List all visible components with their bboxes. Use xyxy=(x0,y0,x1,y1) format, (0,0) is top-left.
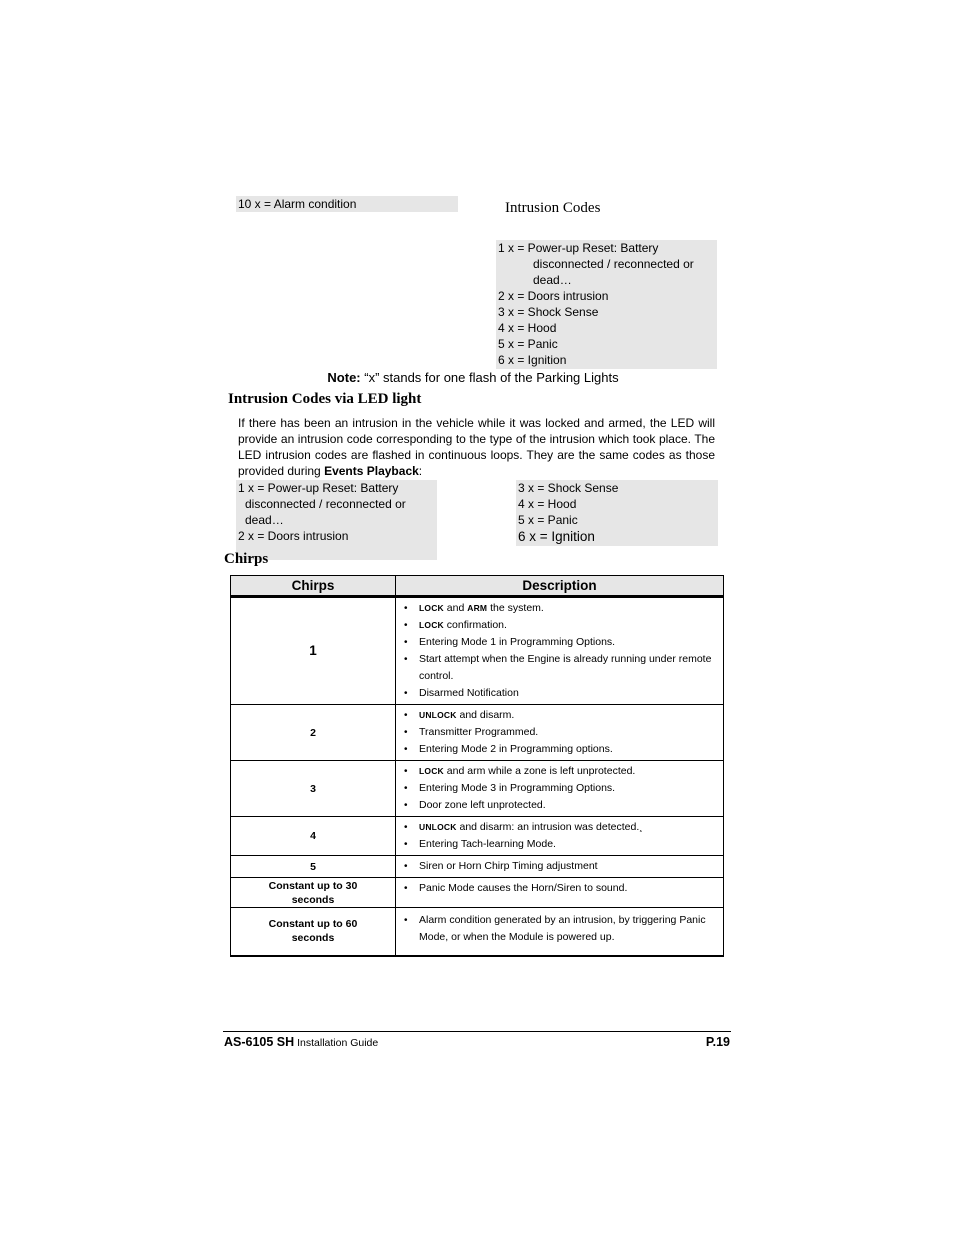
description-text: Start attempt when the Engine is already running under remote control. xyxy=(419,653,712,682)
list-item xyxy=(396,741,723,758)
description-text: Entering Mode 1 in Programming Options. xyxy=(419,636,616,648)
description-text: and disarm: an intrusion was detected.¸ xyxy=(456,821,643,833)
intrusion-codes-list xyxy=(496,240,717,369)
description-text: Transmitter Programmed. xyxy=(419,726,539,738)
led-codes-right-list xyxy=(516,480,718,546)
list-item: 5 x = Panic xyxy=(518,513,578,527)
description-text: Door zone left unprotected. xyxy=(419,799,546,811)
description-list xyxy=(396,763,723,814)
list-item: 2 x = Doors intrusion xyxy=(238,529,349,543)
description-list xyxy=(396,707,723,758)
description-cell xyxy=(396,878,724,908)
description-list xyxy=(396,912,723,946)
description-cell xyxy=(396,705,724,761)
description-cell xyxy=(396,817,724,856)
chirp-count: Constant up to 30 seconds xyxy=(268,879,358,906)
description-text: Alarm condition generated by an intrusion, by triggering Panic Mode, or when the Module is powered up. xyxy=(419,914,706,943)
table-row xyxy=(231,817,724,856)
list-item xyxy=(396,763,723,780)
table-row xyxy=(231,856,724,878)
keyword: LOCK xyxy=(419,766,444,776)
led-section-paragraph xyxy=(238,415,715,479)
keyword: ARM xyxy=(467,603,488,613)
chirp-count-cell xyxy=(231,817,396,856)
list-item: dead… xyxy=(245,513,284,527)
list-item xyxy=(396,707,723,724)
list-item xyxy=(396,780,723,797)
description-cell xyxy=(396,597,724,705)
chirps-table xyxy=(230,575,724,957)
keyword: LOCK xyxy=(419,603,444,613)
keyword: UNLOCK xyxy=(419,710,457,720)
list-item: 1 x = Power-up Reset: Battery xyxy=(498,241,659,255)
led-section-heading: Intrusion Codes via LED light xyxy=(228,391,422,407)
alarm-condition-text: 10 x = Alarm condition xyxy=(238,197,357,211)
events-playback-term: Events Playback xyxy=(324,464,419,478)
chirp-count-cell xyxy=(231,856,396,878)
description-cell xyxy=(396,856,724,878)
list-item xyxy=(396,685,723,702)
table-row xyxy=(231,761,724,817)
column-header-chirps: Chirps xyxy=(231,576,396,597)
list-item: 2 x = Doors intrusion xyxy=(498,289,609,303)
footer-title xyxy=(224,1035,378,1049)
list-item xyxy=(396,797,723,814)
list-item: 6 x = Ignition xyxy=(498,353,567,367)
description-cell xyxy=(396,761,724,817)
description-text: Siren or Horn Chirp Timing adjustment xyxy=(419,860,598,872)
list-item xyxy=(396,819,723,836)
chirp-count: 5 xyxy=(310,860,316,873)
chirp-count-cell xyxy=(231,705,396,761)
list-item: 4 x = Hood xyxy=(518,497,577,511)
description-text: Disarmed Notification xyxy=(419,687,519,699)
list-item: 4 x = Hood xyxy=(498,321,557,335)
chirp-count-cell xyxy=(231,908,396,956)
description-text: Entering Mode 2 in Programming options. xyxy=(419,743,613,755)
description-list xyxy=(396,880,723,897)
description-cell xyxy=(396,908,724,956)
table-row xyxy=(231,908,724,956)
chirp-count-cell xyxy=(231,761,396,817)
description-list xyxy=(396,819,723,853)
list-item: 3 x = Shock Sense xyxy=(518,481,619,495)
chirps-heading: Chirps xyxy=(224,551,269,567)
chirp-count: 4 xyxy=(310,830,316,842)
description-text: Panic Mode causes the Horn/Siren to sound. xyxy=(419,882,628,894)
list-item: 3 x = Shock Sense xyxy=(498,305,599,319)
list-item: dead… xyxy=(533,273,572,287)
column-header-description: Description xyxy=(396,576,724,597)
note xyxy=(230,370,716,385)
list-item xyxy=(396,724,723,741)
list-item: disconnected / reconnected or xyxy=(533,257,694,271)
chirp-count: 3 xyxy=(310,782,316,795)
list-item xyxy=(396,651,723,685)
description-list xyxy=(396,600,723,702)
list-item xyxy=(396,836,723,853)
footer-model: AS-6105 SH xyxy=(224,1035,295,1049)
chirp-count: 1 xyxy=(309,643,317,658)
description-text: Entering Tach-learning Mode. xyxy=(419,838,556,850)
keyword: LOCK xyxy=(419,620,444,630)
description-list xyxy=(396,858,723,875)
footer-divider xyxy=(223,1031,731,1032)
table-row xyxy=(231,705,724,761)
paragraph-text: If there has been an intrusion in the vehicle while it was locked and armed, the LED will provide an intrusion code corresponding to the type of the intrusion which took place. The LED intrusion codes are flashed in continuous loops. They are the same codes as those provided during xyxy=(238,416,715,478)
list-item xyxy=(396,617,723,634)
description-text: and arm while a zone is left unprotected. xyxy=(443,765,636,777)
chirp-count-cell xyxy=(231,878,396,908)
intrusion-codes-heading: Intrusion Codes xyxy=(505,200,601,216)
list-item: 1 x = Power-up Reset: Battery xyxy=(238,481,399,495)
description-text: and xyxy=(443,602,468,614)
description-text: Entering Mode 3 in Programming Options. xyxy=(419,782,616,794)
note-label: Note: xyxy=(327,370,361,385)
table-header-row xyxy=(231,576,724,597)
list-item xyxy=(396,912,723,946)
chirp-count: Constant up to 60 seconds xyxy=(268,918,358,945)
alarm-condition-box xyxy=(236,196,458,212)
table-row xyxy=(231,597,724,705)
description-text: confirmation. xyxy=(443,619,507,631)
page-number: P.19 xyxy=(705,1035,730,1049)
list-item: 6 x = Ignition xyxy=(518,529,595,544)
note-text: “x” stands for one flash of the Parking Lights xyxy=(360,370,619,385)
list-item xyxy=(396,634,723,651)
list-item: disconnected / reconnected or xyxy=(245,497,406,511)
table-row xyxy=(231,878,724,908)
led-codes-left-list xyxy=(236,480,437,560)
chirp-count: 2 xyxy=(310,726,316,739)
chirp-count-cell xyxy=(231,597,396,705)
paragraph-end: : xyxy=(418,464,423,478)
list-item: 5 x = Panic xyxy=(498,337,558,351)
list-item xyxy=(396,600,723,617)
footer-guide: Installation Guide xyxy=(294,1037,379,1049)
keyword: UNLOCK xyxy=(419,822,457,832)
list-item xyxy=(396,880,723,897)
list-item xyxy=(396,858,723,875)
description-text: and disarm. xyxy=(456,709,515,721)
description-text: the system. xyxy=(487,602,544,614)
